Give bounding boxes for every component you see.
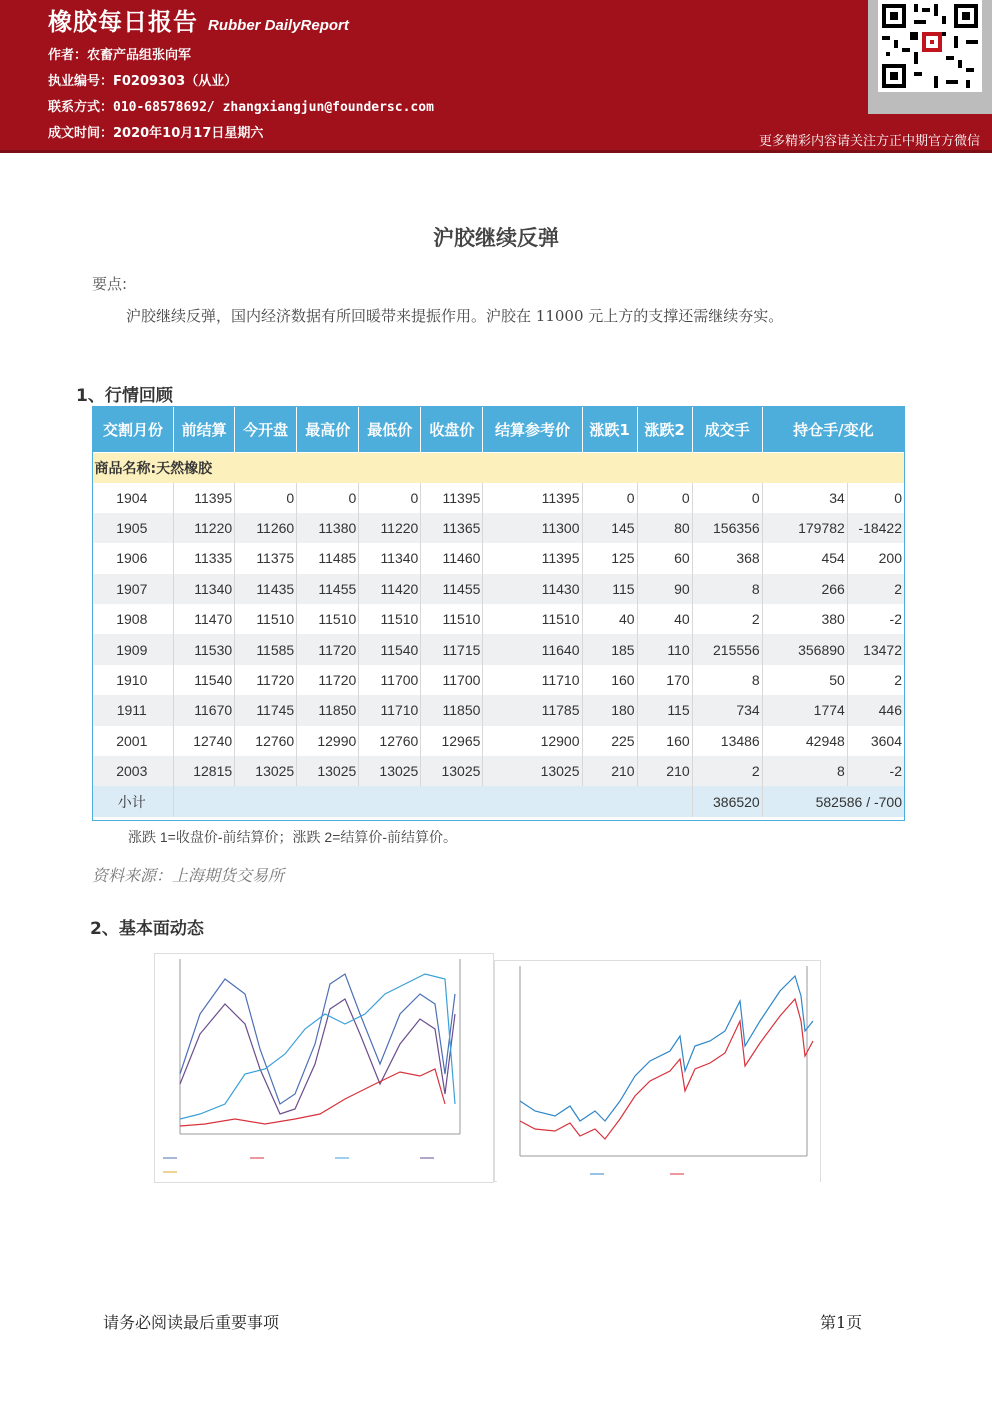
total-open-interest: 582586 / -700 (762, 786, 904, 817)
table-cell: 0 (692, 483, 762, 513)
column-header: 结算参考价 (483, 407, 582, 453)
column-header: 涨跌2 (637, 407, 692, 453)
table-cell: 145 (582, 513, 637, 543)
table-cell: 11470 (174, 604, 235, 634)
table-cell: 11715 (421, 634, 483, 664)
table-cell: 11850 (297, 695, 359, 725)
table-cell: 160 (637, 726, 692, 756)
table-cell: 380 (762, 604, 847, 634)
table-cell: 210 (637, 756, 692, 786)
table-cell: 115 (637, 695, 692, 725)
table-cell: 13025 (483, 756, 582, 786)
table-cell: 1774 (762, 695, 847, 725)
table-cell: -2 (847, 756, 904, 786)
table-cell: 446 (847, 695, 904, 725)
table-cell: 11745 (235, 695, 297, 725)
table-cell: 170 (637, 665, 692, 695)
column-header: 前结算 (174, 407, 235, 453)
column-header: 成交手 (692, 407, 762, 453)
table-row (93, 543, 905, 573)
table-cell: 8 (692, 574, 762, 604)
footer-disclaimer: 请务必阅读最后重要事项 (103, 1313, 280, 1332)
table-cell: 8 (762, 756, 847, 786)
table-cell: 266 (762, 574, 847, 604)
table-cell: 12740 (174, 726, 235, 756)
table-row (93, 726, 905, 756)
table-cell: 179782 (762, 513, 847, 543)
table-cell: 11220 (359, 513, 421, 543)
table-cell: -18422 (847, 513, 904, 543)
table-cell: 11375 (235, 543, 297, 573)
market-table-wrapper (92, 406, 905, 817)
table-cell: 3604 (847, 726, 904, 756)
table-cell: 12965 (421, 726, 483, 756)
table-cell: 2 (692, 756, 762, 786)
table-cell: 40 (582, 604, 637, 634)
table-cell: 11260 (235, 513, 297, 543)
table-cell: 60 (637, 543, 692, 573)
table-cell: 12760 (359, 726, 421, 756)
report-title-en: Rubber DailyReport (208, 17, 349, 34)
keypoints-text: 沪胶继续反弹，国内经济数据有所回暖带来提振作用。沪胶在 11000 元上方的支撑还需继续夯实。 (126, 307, 784, 325)
table-cell: 2 (692, 604, 762, 634)
total-volume: 386520 (692, 786, 762, 817)
table-cell: 0 (637, 483, 692, 513)
table-cell: 1904 (93, 483, 174, 513)
table-cell: 11785 (483, 695, 582, 725)
table-cell: 11395 (421, 483, 483, 513)
table-cell: 13025 (235, 756, 297, 786)
total-blank (174, 786, 693, 817)
table-cell: 11710 (359, 695, 421, 725)
column-header: 涨跌1 (582, 407, 637, 453)
table-cell: 11395 (483, 483, 582, 513)
table-cell: 11220 (174, 513, 235, 543)
table-cell: 11700 (421, 665, 483, 695)
table-cell: 11430 (483, 574, 582, 604)
table-cell: 180 (582, 695, 637, 725)
table-cell: 11720 (297, 634, 359, 664)
section-market-review: 1、行情回顾 (76, 386, 173, 406)
table-cell: 1909 (93, 634, 174, 664)
table-cell: 0 (847, 483, 904, 513)
total-label: 小计 (93, 786, 174, 817)
table-cell: 11850 (421, 695, 483, 725)
date-line: 成文时间：2020年10月17日星期六 (48, 126, 264, 141)
table-cell: 1905 (93, 513, 174, 543)
table-cell: 734 (692, 695, 762, 725)
table-cell: 368 (692, 543, 762, 573)
table-cell: 12990 (297, 726, 359, 756)
qr-code-icon (878, 0, 982, 92)
table-row (93, 483, 905, 513)
table-cell: 11300 (483, 513, 582, 543)
column-header: 最低价 (359, 407, 421, 453)
table-cell: 11720 (297, 665, 359, 695)
table-row (93, 574, 905, 604)
table-cell: 11540 (359, 634, 421, 664)
table-cell: 454 (762, 543, 847, 573)
table-cell: 2 (847, 574, 904, 604)
table-cell: 11340 (174, 574, 235, 604)
fundamentals-chart-right (494, 960, 821, 1182)
table-cell: 0 (297, 483, 359, 513)
report-headline: 沪胶继续反弹 (433, 226, 559, 250)
product-row (93, 453, 905, 483)
table-cell: 160 (582, 665, 637, 695)
table-cell: 185 (582, 634, 637, 664)
market-table (92, 406, 905, 817)
table-cell: 11420 (359, 574, 421, 604)
table-cell: 11700 (359, 665, 421, 695)
data-source: 资料来源：上海期货交易所 (92, 866, 285, 885)
table-cell: 156356 (692, 513, 762, 543)
contact-line: 联系方式：010-68578692/ zhangxiangjun@foundersc.com (48, 100, 434, 115)
table-cell: -2 (847, 604, 904, 634)
table-cell: 2001 (93, 726, 174, 756)
table-cell: 13025 (359, 756, 421, 786)
page-number: 第1页 (820, 1313, 863, 1332)
section-fundamentals: 2、基本面动态 (90, 919, 204, 939)
wechat-note: 更多精彩内容请关注方正中期官方微信 (758, 134, 980, 149)
table-cell: 42948 (762, 726, 847, 756)
table-cell: 356890 (762, 634, 847, 664)
table-row (93, 604, 905, 634)
table-cell: 11335 (174, 543, 235, 573)
table-cell: 11720 (235, 665, 297, 695)
table-cell: 11670 (174, 695, 235, 725)
column-header: 交割月份 (93, 407, 174, 453)
table-cell: 215556 (692, 634, 762, 664)
table-cell: 110 (637, 634, 692, 664)
table-cell: 1911 (93, 695, 174, 725)
report-title-cn: 橡胶每日报告 (48, 8, 198, 36)
table-cell: 90 (637, 574, 692, 604)
table-cell: 1907 (93, 574, 174, 604)
table-row (93, 634, 905, 664)
table-cell: 11395 (483, 543, 582, 573)
product-name: 商品名称:天然橡胶 (93, 453, 905, 483)
table-cell: 2 (847, 665, 904, 695)
table-row (93, 695, 905, 725)
table-cell: 1910 (93, 665, 174, 695)
column-header: 持仓手/变化 (762, 407, 904, 453)
author-line: 作者：农畜产品组张向军 (48, 48, 192, 63)
table-cell: 11395 (174, 483, 235, 513)
table-cell: 11455 (421, 574, 483, 604)
table-row (93, 665, 905, 695)
table-cell: 11340 (359, 543, 421, 573)
total-row (93, 786, 905, 817)
table-cell: 11510 (483, 604, 582, 634)
table-note: 涨跌 1=收盘价-前结算价；涨跌 2=结算价-前结算价。 (128, 829, 458, 845)
table-cell: 0 (582, 483, 637, 513)
table-cell: 11710 (483, 665, 582, 695)
table-cell: 11540 (174, 665, 235, 695)
table-cell: 12815 (174, 756, 235, 786)
table-cell: 225 (582, 726, 637, 756)
table-cell: 11530 (174, 634, 235, 664)
table-cell: 11510 (235, 604, 297, 634)
table-cell: 8 (692, 665, 762, 695)
fundamentals-chart-left (154, 953, 494, 1183)
keypoints-label: 要点: (92, 275, 128, 293)
table-cell: 11510 (421, 604, 483, 634)
report-header (0, 0, 992, 150)
table-cell: 13486 (692, 726, 762, 756)
table-cell: 13025 (421, 756, 483, 786)
table-cell: 11365 (421, 513, 483, 543)
table-cell: 34 (762, 483, 847, 513)
table-cell: 11435 (235, 574, 297, 604)
table-cell: 12900 (483, 726, 582, 756)
table-cell: 1908 (93, 604, 174, 634)
table-cell: 50 (762, 665, 847, 695)
table-cell: 80 (637, 513, 692, 543)
table-cell: 115 (582, 574, 637, 604)
table-row (93, 513, 905, 543)
table-cell: 200 (847, 543, 904, 573)
column-header: 收盘价 (421, 407, 483, 453)
table-cell: 13472 (847, 634, 904, 664)
table-cell: 0 (359, 483, 421, 513)
table-cell: 40 (637, 604, 692, 634)
table-cell: 1906 (93, 543, 174, 573)
table-cell: 210 (582, 756, 637, 786)
table-cell: 13025 (297, 756, 359, 786)
report-title-row (48, 2, 349, 37)
table-cell: 11380 (297, 513, 359, 543)
table-cell: 2003 (93, 756, 174, 786)
table-header-row (93, 407, 905, 453)
column-header: 今开盘 (235, 407, 297, 453)
table-cell: 11455 (297, 574, 359, 604)
table-row (93, 756, 905, 786)
license-line: 执业编号：F0209303（从业） (48, 74, 238, 89)
table-cell: 11485 (297, 543, 359, 573)
table-cell: 11510 (297, 604, 359, 634)
table-cell: 11640 (483, 634, 582, 664)
column-header: 最高价 (297, 407, 359, 453)
table-cell: 11460 (421, 543, 483, 573)
table-cell: 0 (235, 483, 297, 513)
table-cell: 125 (582, 543, 637, 573)
table-cell: 11510 (359, 604, 421, 634)
table-cell: 11585 (235, 634, 297, 664)
table-cell: 12760 (235, 726, 297, 756)
header-divider (0, 150, 992, 168)
